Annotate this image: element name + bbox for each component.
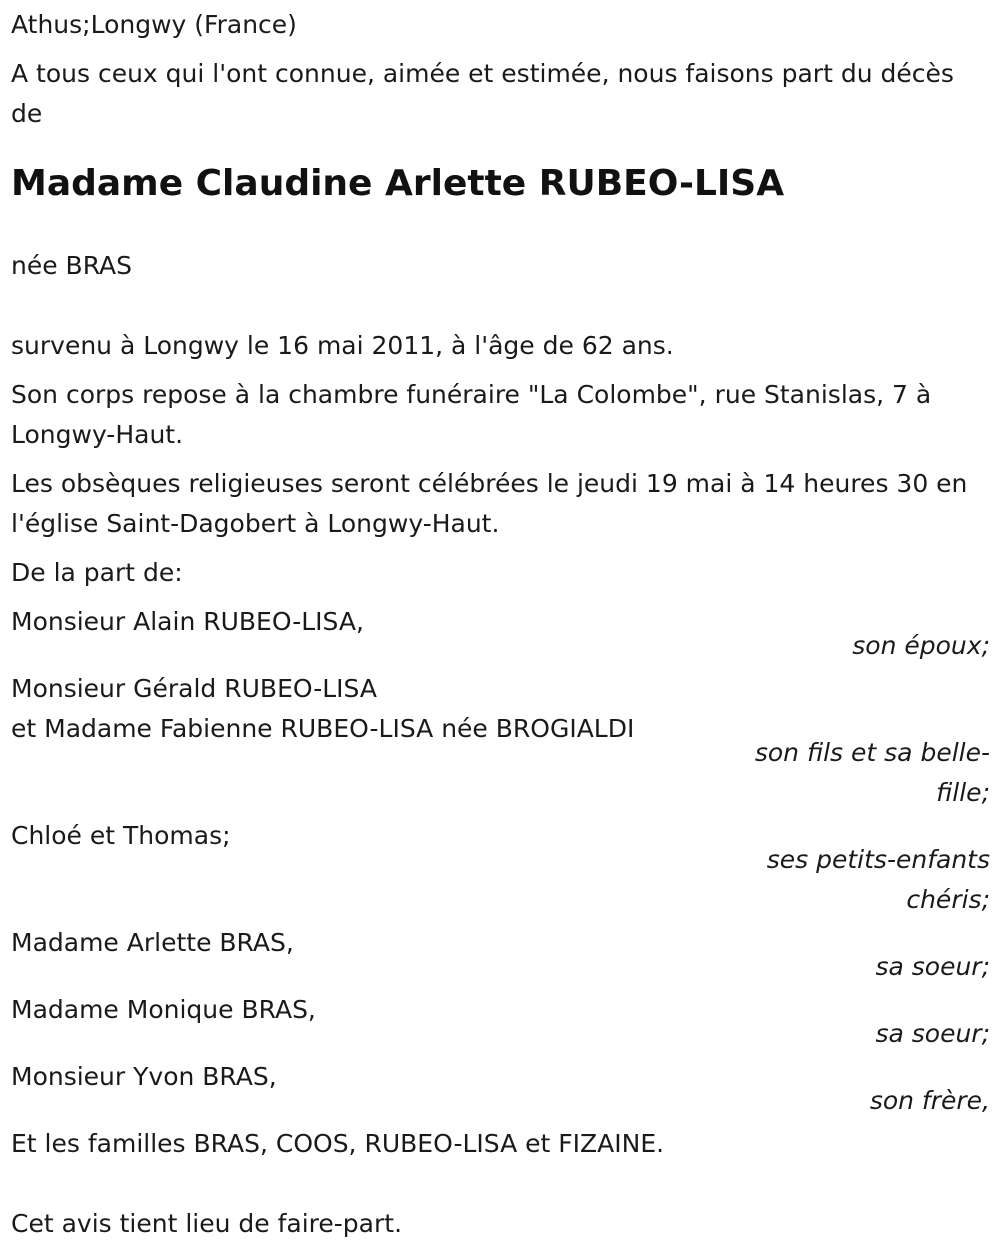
- funeral-details: Les obsèques religieuses seront célébrées le jeudi 19 mai à 14 heures 30 en l'église Saint-Dagobert à Longwy-Haut.: [11, 469, 968, 538]
- closing-line: Cet avis tient lieu de faire-part.: [11, 1209, 403, 1238]
- maiden-name: née BRAS: [11, 251, 133, 280]
- family-member: Monsieur Gérald RUBEO-LISA: [11, 674, 377, 703]
- family-entry: [11, 990, 990, 1054]
- family-entry: [11, 816, 990, 920]
- resting-place: Son corps repose à la chambre funéraire "La Colombe", rue Stanislas, 7 à Longwy-Haut.: [11, 380, 932, 449]
- intro-text: A tous ceux qui l'ont connue, aimée et estimée, nous faisons part du décès de: [11, 59, 954, 128]
- family-member: Madame Arlette BRAS,: [11, 928, 294, 957]
- family-member: et Madame Fabienne RUBEO-LISA née BROGIALDI: [11, 714, 635, 743]
- family-entry: [11, 669, 990, 813]
- family-relation: sa soeur;: [875, 952, 990, 981]
- family-entry: [11, 602, 990, 666]
- family-relation: ses petits-enfants chéris;: [766, 845, 990, 914]
- family-member: Chloé et Thomas;: [11, 821, 231, 850]
- family-list: [11, 602, 990, 1121]
- deceased-name: Madame Claudine Arlette RUBEO-LISA: [11, 163, 785, 204]
- family-member: Madame Monique BRAS,: [11, 995, 316, 1024]
- location-line: Athus;Longwy (France): [11, 10, 297, 39]
- from-label: De la part de:: [11, 558, 183, 587]
- family-member: Monsieur Alain RUBEO-LISA,: [11, 607, 364, 636]
- family-entry: [11, 1057, 990, 1121]
- death-details: survenu à Longwy le 16 mai 2011, à l'âge de 62 ans.: [11, 331, 674, 360]
- families-line: Et les familles BRAS, COOS, RUBEO-LISA et FIZAINE.: [11, 1129, 665, 1158]
- family-entry: [11, 923, 990, 987]
- family-relation: son frère,: [869, 1086, 990, 1115]
- family-relation: son fils et sa belle-fille;: [754, 738, 990, 807]
- family-relation: sa soeur;: [875, 1019, 990, 1048]
- family-relation: son époux;: [852, 631, 990, 660]
- family-member: Monsieur Yvon BRAS,: [11, 1062, 277, 1091]
